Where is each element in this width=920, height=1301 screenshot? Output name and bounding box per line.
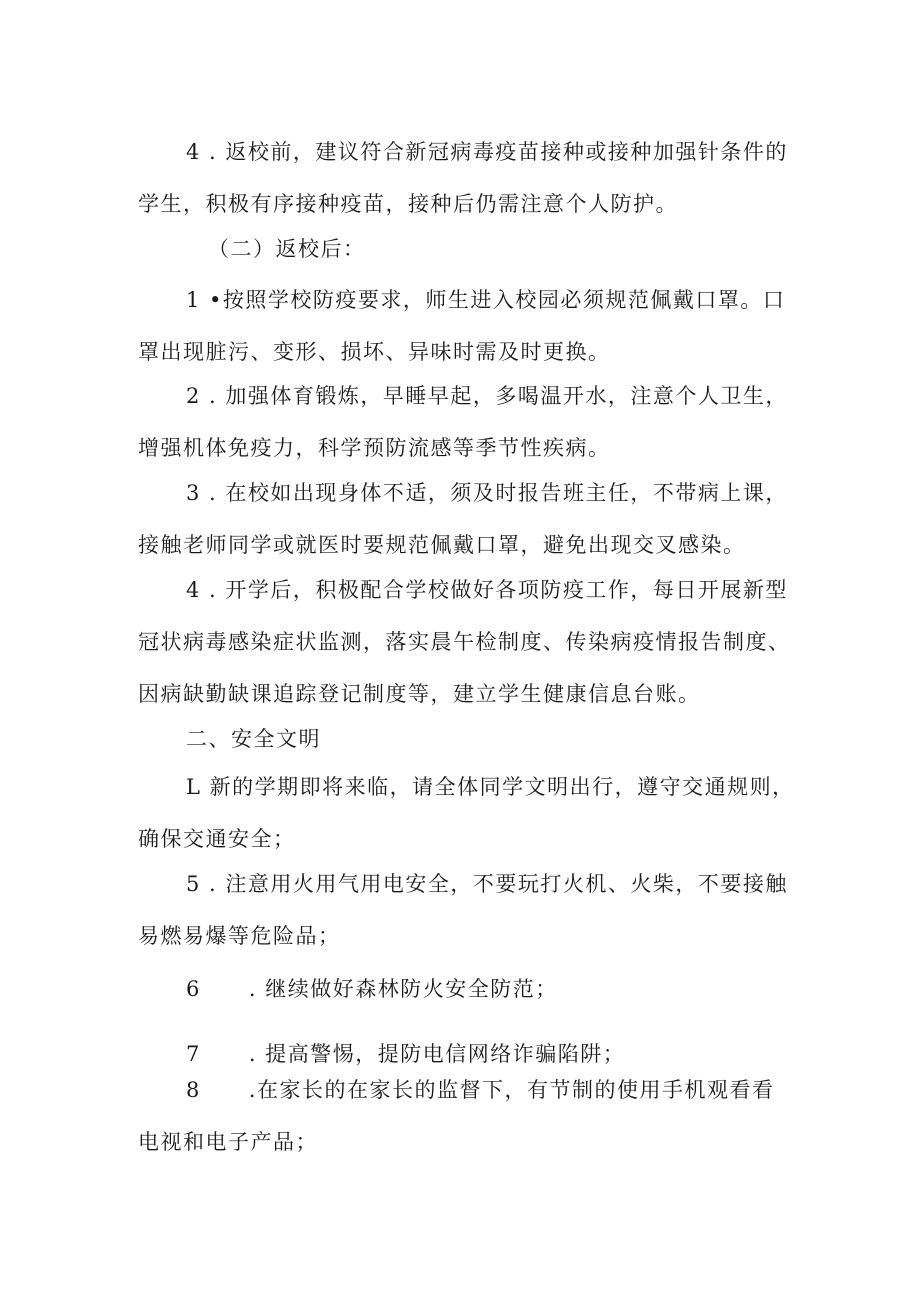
- paragraph-line: 接触老师同学或就医时要规范佩戴口罩，避免出现交叉感染。: [138, 533, 746, 557]
- item-number: 8: [186, 1078, 201, 1102]
- paragraph-line: [138, 963, 810, 1015]
- paragraph-line: 易燃易爆等危险品；: [138, 924, 341, 948]
- item-number: 7: [186, 1042, 201, 1066]
- paragraph-line: 罩出现脏污、变形、损坏、异味时需及时更换。: [138, 340, 611, 364]
- paragraph-line: 学生，积极有序接种疫苗，接种后仍需注意个人防护。: [138, 192, 678, 216]
- paragraph-monitoring: [138, 564, 810, 720]
- paragraph-line: 1 •按照学校防疫要求，师生进入校园必须规范佩戴口罩。口: [186, 288, 786, 312]
- section-heading-safety: [138, 713, 810, 765]
- paragraph-line: 电视和电子产品；: [138, 1130, 318, 1154]
- paragraph-forest-fire: [138, 963, 810, 1015]
- paragraph-illness-report: [138, 467, 810, 571]
- paragraph-line: 二、安全文明: [186, 727, 321, 751]
- paragraph-masks: [138, 274, 810, 378]
- paragraph-line: 3 . 在校如出现身体不适，须及时报告班主任，不带病上课，: [186, 481, 788, 505]
- paragraph-line: [138, 1064, 810, 1116]
- paragraph-line: L 新的学期即将来临，请全体同学文明出行，遵守交通规则，: [186, 775, 795, 799]
- item-text: .在家长的在家长的监督下，有节制的使用手机观看看: [248, 1078, 775, 1102]
- item-text: . 继续做好森林防火安全防范；: [248, 977, 558, 1001]
- paragraph-exercise: [138, 370, 810, 474]
- paragraph-line: （二）返校后：: [208, 237, 366, 261]
- paragraph-line: 4 . 返校前，建议符合新冠病毒疫苗接种或接种加强针条件的: [186, 140, 788, 164]
- paragraph-line: 5 . 注意用火用气用电安全，不要玩打火机、火柴，不要接触: [186, 872, 788, 896]
- section-heading-after-return: [138, 223, 810, 275]
- paragraph-line: 确保交通安全；: [138, 827, 296, 851]
- paragraph-line: 4 . 开学后，积极配合学校做好各项防疫工作，每日开展新型: [186, 578, 788, 602]
- paragraph-line: 2 . 加强体育锻炼，早睡早起，多喝温开水，注意个人卫生，: [186, 384, 788, 408]
- paragraph-vaccination: [138, 126, 810, 230]
- paragraph-line: 冠状病毒感染症状监测，落实晨午检制度、传染病疫情报告制度、: [138, 630, 791, 654]
- paragraph-traffic: [138, 761, 810, 865]
- paragraph-fire-safety: [138, 858, 810, 962]
- paragraph-screen-time: [138, 1064, 810, 1168]
- paragraph-line: 增强机体免疫力，科学预防流感等季节性疾病。: [138, 436, 611, 460]
- item-number: 6: [186, 977, 201, 1001]
- item-text: . 提高警惕，提防电信网络诈骗陷阱；: [248, 1042, 626, 1066]
- paragraph-line: 因病缺勤缺课追踪登记制度等，建立学生健康信息台账。: [138, 682, 701, 706]
